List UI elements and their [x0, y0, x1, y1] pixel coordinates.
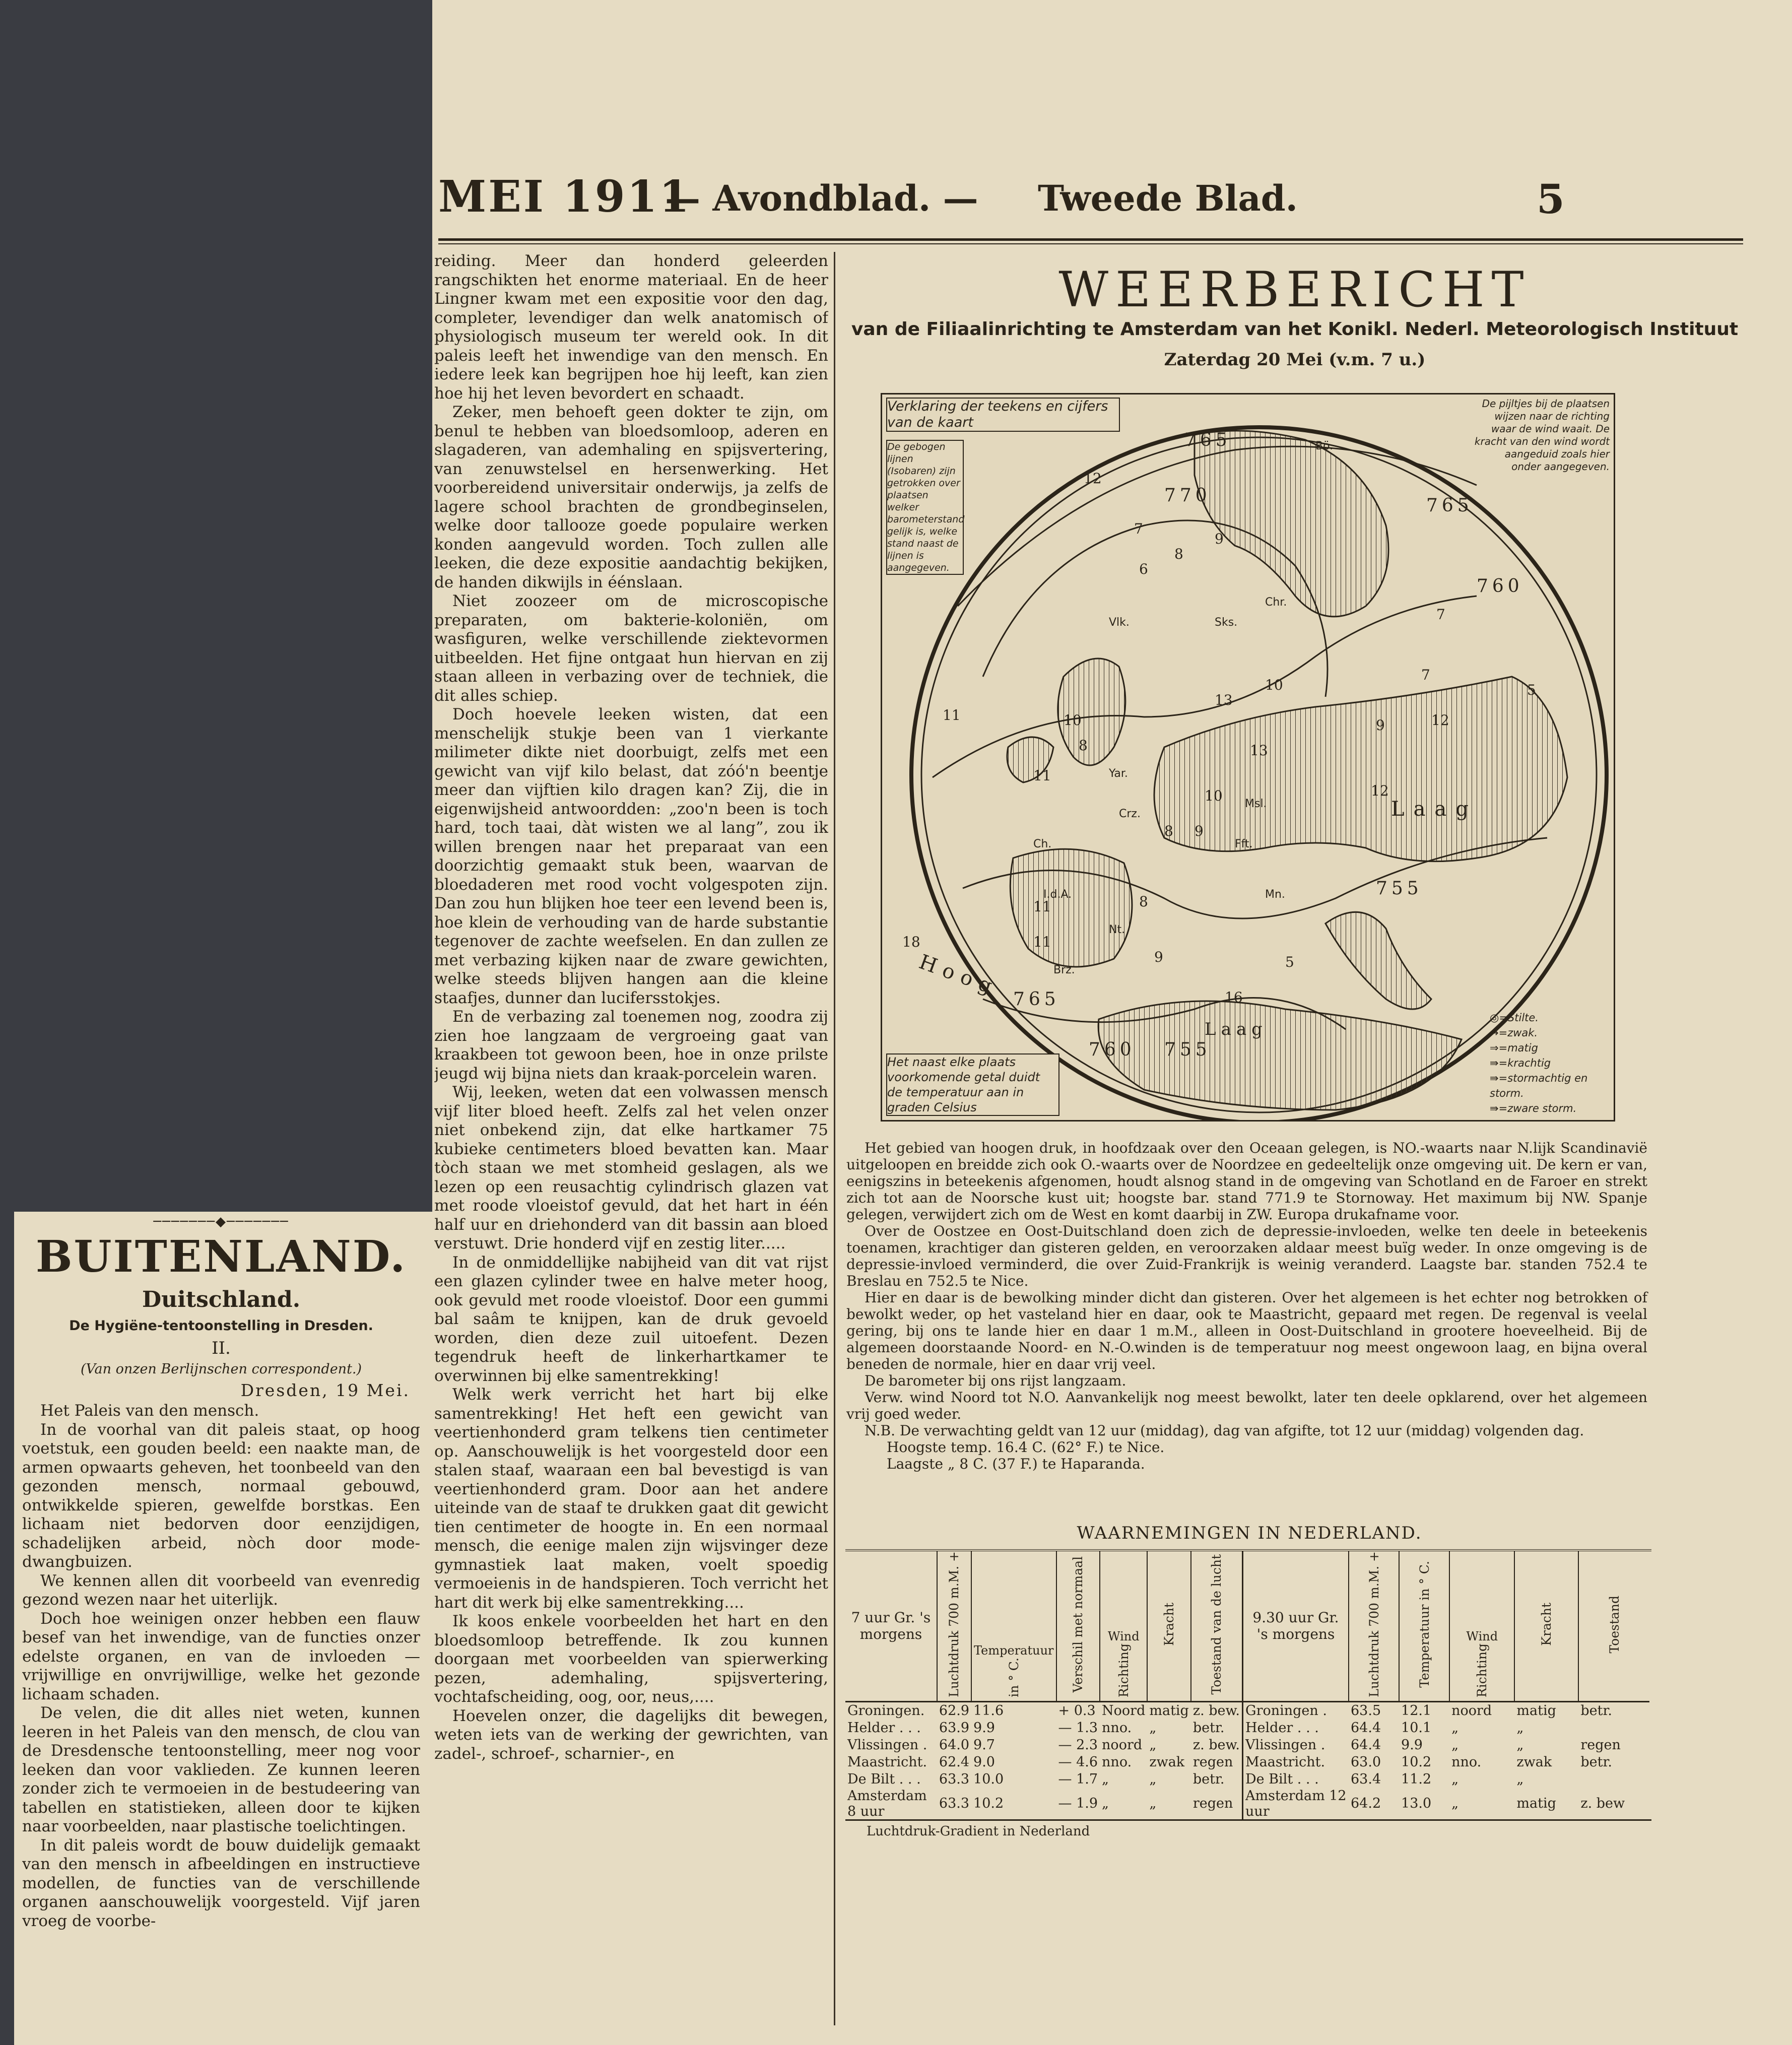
wind-legend-row: ⇛=stormachtig en storm. — [1490, 1072, 1588, 1099]
wind-legend — [1490, 1010, 1611, 1116]
article-title: De Hygiëne-tentoonstelling in Dresden. — [69, 1318, 373, 1334]
article-paragraph: De velen, die dit alles niet weten, kunnen leeren in het Paleis van den mensch, de clou van de Dresdensche tentoonstelling, meer nog voor leeken dan voor vaklieden. Ze kunnen leeren zonder zich te vermoeien in de bestudeering van tabellen en statistieken, alleen door te kijken naar voorbeelden, naar plastische toelichtingen. — [22, 1704, 420, 1835]
map-label-low: Laag — [1391, 798, 1478, 821]
article-paragraph: reiding. Meer dan honderd geleerden rangschikten het enorme materiaal. En de heer Lingner kwam met een expositie voor den dag, completer, levendiger dan welk anatomisch of physiologisch museum ter wereld ook. In dit paleis leeft het inwendige van den mensch. En iedere leek kan begrijpen hoe hij leeft, kan zien hoe hij het leven bevordert en schaadt. — [434, 252, 828, 403]
table-right — [1243, 1551, 1649, 1819]
observations-table — [845, 1549, 1651, 1821]
weather-subtitle: van de Filiaalinrichting te Amsterdam van het Konikl. Nederl. Meteorologisch Instituut — [851, 319, 1739, 340]
map-temperature: 13 — [1250, 742, 1268, 759]
article-paragraph: Het Paleis van den mensch. — [40, 1402, 259, 1420]
table-row: De Bilt . . . 63.4 11.2 „ „ — [1245, 1771, 1524, 1788]
map-temperature: 8 — [1164, 823, 1173, 839]
isobar-label: 770 — [1164, 485, 1211, 506]
observations-title: WAARNEMINGEN IN NEDERLAND. — [1077, 1523, 1422, 1543]
map-temperature: 9 — [1376, 717, 1385, 734]
article-paragraph: Doch hoevele leeken wisten, dat een menschelijk stukje been van 1 vierkante milimeter dikte niet doorbuigt, zelfs met een gewicht van vijf kilo belast, dat zóó'n beentje meer dan vijftien kilo dragen kan? Zij, die in eigenwijsheid antwoordden: „zoo'n been is toch hard, toch taai, dàt wisten we al lang”, zou ik willen brengen naar het preparaat van een doorzichtig gemaakt stuk been, waarvan de bloedaderen met rood vocht volgespoten zijn. Dan zou hun blijken hoe teer een levend been is, hoe klein de verhouding van de harde substantie tegenover de zachte weefselen. En dan zullen ze met verbazing kijken naar de zware gewichten, welke steeds blijven hangen aan die kleine staafjes, dunner dan lucifersstokjes. — [434, 705, 828, 1007]
map-place-label: Msl. — [1245, 798, 1267, 810]
table-body-left — [845, 1701, 1243, 1819]
weather-map — [881, 393, 1615, 1122]
ornament-divider: ───────◆─────── — [153, 1214, 289, 1229]
map-place-label: Mn. — [1265, 888, 1285, 901]
article-part: II. — [212, 1338, 231, 1358]
col-header-temp: Temperatuur in ° C. — [1417, 1561, 1432, 1688]
weather-title: WEERBERICHT — [1058, 261, 1531, 318]
col-header-state: Toestand van de lucht — [1209, 1554, 1224, 1695]
report-paragraph: Hier en daar is de bewolking minder dicht dan gisteren. Over het algemeen is het echter nog betrokken of bewolkt weder, op het vasteland hier en daar, ook te Maastricht, gepaard met regen. De regenval is veelal gering, bij ons te lande hier en daar 1 m.M., alleen in Oost-Duitschland in grootere hoeveelheid. Bij de algemeen doorstaande Noord- en N.-O.winden is de temperatuur nog meest ongewoon laag, en bijna overal beneden de normale, hier en daar vrij veel. — [846, 1289, 1647, 1372]
map-temperature: 11 — [1033, 898, 1051, 915]
header-section: Tweede Blad. — [1038, 177, 1298, 219]
map-temperature: 11 — [943, 707, 961, 723]
map-place-label: Sks. — [1215, 616, 1238, 629]
table-row: Maastricht. 62.4 9.0 — 4.6 nno. zwak regen — [847, 1754, 1233, 1770]
map-temperature: 11 — [1033, 767, 1051, 784]
article-paragraph: In dit paleis wordt de bouw duidelijk gemaakt van den mensch in afbeeldingen en instructieve modellen, de functies van de verschillende organen aanschouwelijk voorgesteld. Vijf jaren vroeg de voorbe- — [22, 1836, 420, 1930]
report-paragraph: De barometer bij ons rijst langzaam. — [865, 1372, 1126, 1389]
wind-legend-row: ◎=Stilte. — [1490, 1012, 1539, 1024]
table-row: Groningen . 63.5 12.1 noord matig betr. — [1245, 1703, 1612, 1719]
table-row: De Bilt . . . 63.3 10.0 — 1.7 „ „ betr. — [847, 1771, 1225, 1788]
article-byline: (Van onzen Berlijnschen correspondent.) — [80, 1361, 362, 1377]
report-paragraph: Over de Oostzee en Oost-Duitschland doen zich de depressie-invloeden, welke ten deele in beteekenis toenamen, krachtiger dan gisteren gelden, en veroorzaken aldaar meest buïg weder. In onze omgeving is de depressie-invloed verminderd, die over Zuid-Frankrijk is weinig veranderd. Laagste bar. standen 752.4 te Breslau en 752.5 te Nice. — [846, 1223, 1647, 1289]
map-temperature: 9 — [1194, 823, 1204, 839]
isobar-label: 765 — [1013, 989, 1060, 1010]
article-paragraph: In de voorhal van dit paleis staat, op hoog voetstuk, een gouden beeld: een naakte man, de armen opwaarts geheven, het toonbeeld van den gezonden mensch, normaal gebouwd, ontwikkelde spieren, gewelfde borstkas. Een lichaam niet bedorven door eenzijdigen, schadelijken arbeid, nòch door mode-dwangbuizen. — [22, 1420, 420, 1571]
table-row: Groningen. 62.9 11.6 + 0.3 Noord matig z. bew. — [847, 1703, 1240, 1719]
newspaper-header — [438, 171, 1763, 232]
map-temperature: 7 — [1421, 667, 1430, 683]
col-header-state: Toestand — [1607, 1595, 1622, 1654]
map-temperature: 10 — [1064, 712, 1082, 729]
report-paragraph: Het gebied van hoogen druk, in hoofdzaak over den Oceaan gelegen, is NO.-waarts naar N.lijk Scandinavië uitgeloopen en breidde zich ook O.-waarts over de Noordzee en gedeeltelijk onze omgeving uit. De kern er van, eenigszins in beteekenis afgenomen, houdt alsnog stand in de omgeving van Schotland en de Faroer en strekt zich tot aan de Noorsche kust uit; hoogste bar. stand 771.9 te Stornoway. Het maximum bij NW. Spanje gelegen, verwijdert zich om de West en komt daarbij in ZW. Europa drukafname voor. — [846, 1140, 1647, 1223]
table-row: Helder . . . 63.9 9.9 — 1.3 nno. „ betr. — [847, 1720, 1225, 1736]
header-page-number: 5 — [1537, 175, 1565, 223]
col-group-wind: Wind — [1466, 1629, 1498, 1643]
left-column-article — [22, 1214, 420, 2040]
map-temperature: 9 — [1154, 949, 1163, 965]
map-temperature: 8 — [1139, 893, 1148, 910]
col-group-wind: Wind — [1107, 1629, 1140, 1643]
col-header-pressure: Luchtdruk 700 m.M. + — [947, 1551, 962, 1697]
report-paragraph: Verw. wind Noord tot N.O. Aanvankelijk nog meest bewolkt, later ten deele opklarend, over het algemeen vrij goed weder. — [846, 1389, 1647, 1422]
map-temperature: 6 — [1139, 561, 1148, 577]
header-rule — [438, 238, 1743, 241]
map-place-label: Crz. — [1119, 808, 1141, 820]
article-paragraph: Zeker, men behoeft geen dokter te zijn, om benul te hebben van bloedsomloop, aderen en slagaderen, van ademhaling en spijsvertering, van zenuwstelsel en hersenwerking. Het voorbereidend universitair onderwijs, ja zelfs de lagere school brachten de grondbeginselen, welke door tallooze goede populaire werken konden aangevuld worden. Toch zullen alle leeken, die deze expositie aandachtig bekijken, de handen dikwijls in éénslaan. — [434, 403, 828, 591]
map-temperature: 7 — [1134, 520, 1143, 537]
header-date: MEI 1911 — [438, 171, 692, 222]
map-temperature: 8 — [1079, 737, 1088, 754]
article-paragraph: In de onmiddellijke nabijheid van dit vat rijst een glazen cylinder twee en halve meter hoog, ook gevuld met roode vloeistof. Door een gummi bal saâm te knijpen, kan de druk gevoeld worden, dien deze zuil uitoefent. Dezen tegendruk heeft de linkerhartkamer te overwinnen bij elke samentrekking! — [434, 1253, 828, 1385]
middle-column-article — [434, 252, 828, 2035]
map-note-isobars: De gebogen lijnen (Isobaren) zijn getrokken over plaatsen welker barometerstand gelijk is, welke stand naast de lijnen is aangegeven. — [886, 440, 964, 575]
article-paragraph: Niet zoozeer om de microscopische preparaten, om bakterie-koloniën, om wasfiguren, welke verschillende ziektevormen uitbeelden. Het fijne ontgaat hun hiervan en zij staan alleen in verbazing over de techniek, die dit alles schiep. — [434, 592, 828, 705]
col-header-direction: Richting — [1475, 1643, 1490, 1697]
section-title: BUITENLAND. — [35, 1231, 407, 1282]
wind-legend-row: ⇛=zware storm. — [1490, 1102, 1577, 1114]
table-row: Helder . . . 64.4 10.1 „ „ — [1245, 1720, 1524, 1736]
map-temperature: 18 — [902, 934, 920, 950]
wind-legend-row: ⇛=krachtig — [1490, 1057, 1551, 1069]
header-rule-thin — [438, 243, 1743, 244]
table-row: Amsterdam 12 uur 64.2 13.0 „ matig z. bew — [1245, 1788, 1625, 1819]
col-header-direction: Richting — [1116, 1643, 1131, 1697]
map-temperature: 5 — [1527, 682, 1536, 698]
weather-date: Zaterdag 20 Mei (v.m. 7 u.) — [1164, 350, 1426, 370]
calm-icon: ◎ — [1490, 1012, 1499, 1024]
map-temperature: 5 — [1285, 954, 1294, 970]
map-temperature: 12 — [1084, 470, 1102, 487]
table-left — [845, 1551, 1243, 1819]
article-dateline: Dresden, 19 Mei. — [240, 1380, 410, 1400]
article-paragraph: En de verbazing zal toenemen nog, zoodra zij zien hoe langzaam de vergroeing gaat van kraakbeen tot gewoon been, hoe in onze prilste jeugd wij bijna niets dan kraak-porcelein waren. — [434, 1008, 828, 1083]
left-article-body — [22, 1402, 420, 1931]
header-edition: — Avondblad. — — [665, 177, 978, 219]
article-paragraph: Hoevelen onzer, die dagelijks dit bewegen, weten iets van de werking der gewrichten, van zadel-, schroef-, scharnier-, en — [434, 1706, 828, 1763]
table-row: Vlissingen . 64.4 9.9 „ „ regen — [1245, 1737, 1621, 1753]
arrow-weak-icon: → — [1490, 1027, 1499, 1039]
arrow-severe-storm-icon: ⇛ — [1490, 1102, 1499, 1114]
col-header-diff: Verschil met normaal — [1071, 1556, 1086, 1693]
map-place-label: Yar. — [1109, 767, 1128, 780]
article-paragraph: Welk werk verricht het hart bij elke samentrekking! Het heft een gewicht van veertienhonderd gram telkens tien centimeter op. Aanschouwelijk is het voorgesteld door een stalen staaf, waaraan een bal bevestigd is van veertienhonderd gram. Door aan het andere uiteinde van de staaf te drukken gaat dit gewicht tien centimeter de hoogte in. En een normaal mensch, die eenige malen zijn wijsvinger deze gymnastiek laat maken, voelt spoedig vermoeienis in de handspieren. Toch verricht het hart dit werk bij elke samentrekking.... — [434, 1386, 828, 1612]
gradient-footer: Luchtdruk-Gradient in Nederland — [867, 1824, 1090, 1839]
table-row: Vlissingen . 64.0 9.7 — 2.3 noord „ z. bew. — [847, 1737, 1240, 1753]
article-paragraph: Doch hoe weinigen onzer hebben een flauw besef van het inwendige, van de functies onzer edelste organen, en van de invloeden — vrijwillige en onvrijwillige, welke het gezonde lichaam schaden. — [22, 1609, 420, 1703]
map-temperature: 8 — [1174, 546, 1183, 562]
column-divider-middle — [834, 252, 835, 2025]
map-legend-title: Verklaring der teekens en cijfers van de kaart — [886, 398, 1120, 432]
article-paragraph: Wij, leeken, weten dat een volwassen mensch vijf liter bloed heeft. Zelfs zal het velen onzer niet onbekend zijn, dat elke hartkamer 75 kubieke centimeters bloed bevatten kan. Maar tòch staan we met stomheid geslagen, als we lezen op een reusachtig cylindrisch glazen vat met roode vloeistof gevuld, dat het hart in één half uur en driehonderd van dit bassin aan bloed verstuwt. Drie honderd vijf en zestig liter..... — [434, 1083, 828, 1252]
isobar-label: 765 — [1426, 495, 1473, 516]
report-paragraph: N.B. De verwachting geldt van 12 uur (middag), dag van afgifte, tot 12 uur (middag) volgenden dag. — [865, 1422, 1584, 1439]
arrow-storm-icon: ⇛ — [1490, 1072, 1499, 1084]
col-header-station: 7 uur Gr. 's morgens — [845, 1551, 937, 1701]
map-note-arrows: De pijltjes bij de plaatsen wijzen naar de richting waar de wind waait. De kracht van den wind wordt aangeduid zoals hier onder aangegeven. — [1474, 398, 1610, 473]
article-paragraph: We kennen allen dit voorbeeld van evenredig gezond wezen naar het uiterlijk. — [22, 1571, 420, 1609]
col-header-pressure: Luchtdruk 700 m.M. + — [1366, 1551, 1381, 1697]
extreme-high: Hoogste temp. 16.4 C. (62° F.) te Nice. — [887, 1439, 1165, 1456]
map-temperature: 10 — [1265, 677, 1283, 693]
col-group-temperature: Temperatuur — [974, 1643, 1054, 1658]
arrow-strong-icon: ⇛ — [1490, 1057, 1499, 1069]
table-row: Amsterdam 8 uur 63.3 10.2 — 1.9 „ „ regen — [847, 1788, 1233, 1819]
wind-legend-row: →=zwak. — [1490, 1027, 1538, 1039]
wind-legend-row: ⇒=matig — [1490, 1042, 1538, 1054]
map-temperature: 13 — [1215, 692, 1233, 708]
isobar-label: 765 — [1184, 430, 1231, 450]
map-place-label: Fft. — [1235, 838, 1253, 850]
arrow-moderate-icon: ⇒ — [1490, 1042, 1499, 1054]
map-temperature: 7 — [1436, 606, 1445, 623]
isobar-label: 755 — [1376, 878, 1423, 899]
map-place-label: I.d.A. — [1043, 888, 1072, 901]
map-place-label: Bö. — [1315, 440, 1334, 452]
map-place-label: Chr. — [1265, 596, 1287, 609]
map-label-low: Laag — [1205, 1019, 1268, 1039]
map-temperature: 12 — [1431, 712, 1449, 729]
map-temperature: 9 — [1215, 531, 1224, 547]
map-label-high: Hoog — [916, 950, 1002, 1001]
table-row: Maastricht. 63.0 10.2 nno. zwak betr. — [1245, 1754, 1612, 1770]
map-temperature: 10 — [1205, 787, 1223, 804]
map-temperature: 11 — [1033, 934, 1051, 950]
map-temperature: 12 — [1371, 782, 1389, 799]
col-header-force: Kracht — [1162, 1603, 1177, 1646]
extreme-low: Laagste „ 8 C. (37 F.) te Haparanda. — [887, 1456, 1145, 1472]
col-header-force: Kracht — [1539, 1603, 1554, 1646]
isobar-label: 760 — [1089, 1039, 1136, 1060]
weather-report — [846, 1140, 1647, 1472]
map-note-temperature: Het naast elke plaats voorkomende getal duidt de temperatuur aan in graden Celsius — [886, 1053, 1059, 1116]
article-paragraph: Ik koos enkele voorbeelden het hart en den bloedsomloop betreffende. Ik zou kunnen doorgaan met voorbeelden van spierwerking pezen, ademhaling, spijsvertering, vochtafscheiding, oog, oor, neus,.... — [434, 1612, 828, 1706]
isobar-label: 755 — [1164, 1039, 1211, 1060]
col-header-station: 9.30 uur Gr. 's morgens — [1243, 1551, 1349, 1701]
map-temperature: 16 — [1225, 989, 1243, 1006]
map-place-label: Nt. — [1109, 923, 1125, 936]
map-place-label: Vlk. — [1109, 616, 1130, 629]
map-place-label: Brz. — [1053, 964, 1075, 976]
country-heading: Duitschland. — [142, 1287, 301, 1312]
isobar-label: 760 — [1477, 576, 1523, 597]
map-place-label: Ch. — [1033, 838, 1052, 850]
table-body-right — [1243, 1701, 1649, 1819]
col-header-temp: in ° C. — [1006, 1658, 1021, 1697]
